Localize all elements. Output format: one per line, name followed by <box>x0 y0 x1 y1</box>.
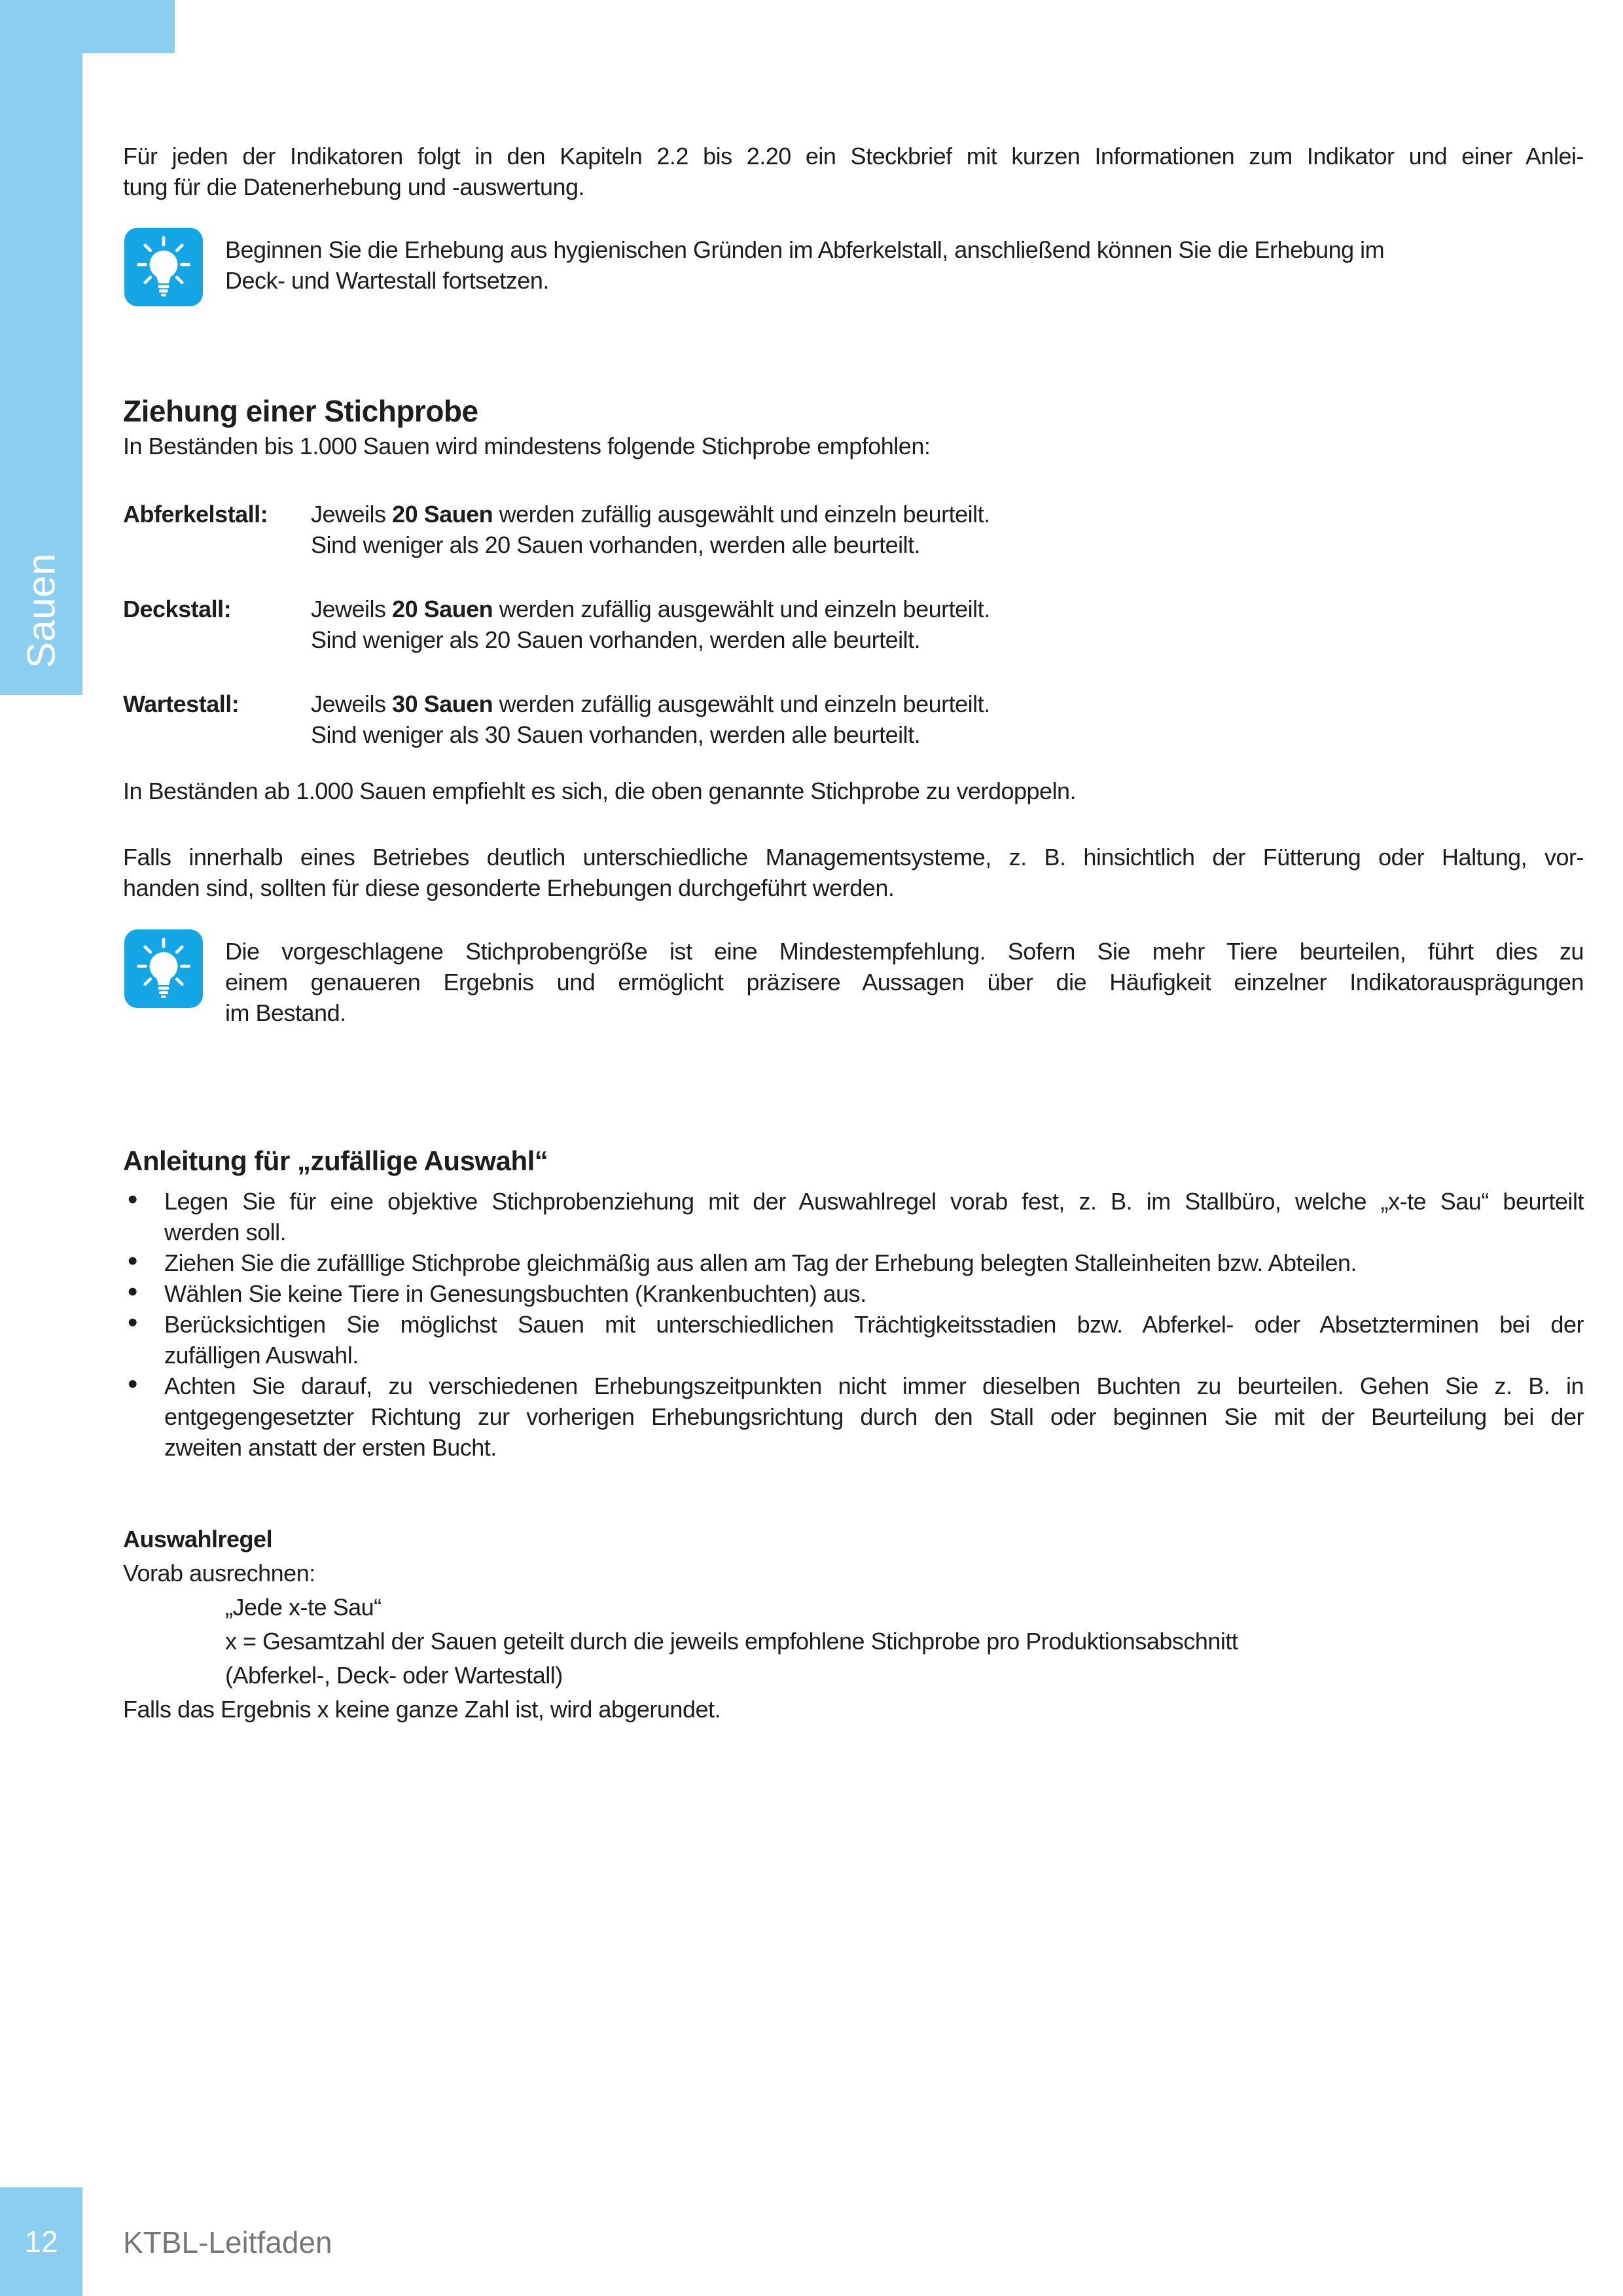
bullet-line: werden soll. <box>164 1219 287 1246</box>
bullet-line: Legen Sie für eine objektive Stichprobenziehung mit der Auswahlregel vorab fest, z. B. im Stallbüro, welche „x-te Sau“ beurteilt <box>164 1188 1584 1215</box>
rule-closing-line: Falls das Ergebnis x keine ganze Zahl ist, wird abgerundet. <box>123 1696 721 1723</box>
rule-indented-line: (Abferkel-, Deck- oder Wartestall) <box>225 1662 563 1689</box>
stall-line: Sind weniger als 30 Sauen vorhanden, werden alle beurteilt. <box>311 721 921 748</box>
stall-line: Jeweils 20 Sauen werden zufällig ausgewählt und einzeln beurteilt. <box>311 596 990 622</box>
paragraph-line: handen sind, sollten für diese gesonderte Erhebungen durchgeführt werden. <box>123 874 895 901</box>
rule-indented-line: „Jede x-te Sau“ <box>225 1594 382 1621</box>
chapter-tab-label: Sauen <box>19 553 63 668</box>
list-item <box>128 1245 1584 1278</box>
note-management <box>123 842 1584 903</box>
tip-text <box>225 228 1584 296</box>
bullet-line: Berücksichtigen Sie möglichst Sauen mit unterschiedlichen Trächtigkeitsstadien bzw. Abferkel- oder Absetzterminen bei der <box>164 1311 1584 1338</box>
sampling-intro-line: In Beständen bis 1.000 Sauen wird mindestens folgende Stichprobe empfohlen: <box>123 433 931 459</box>
bullet-line: entgegengesetzter Richtung zur vorherigen Erhebungsrichtung durch den Stall oder beginnen Sie mit der Beurteilung bei der <box>164 1403 1584 1430</box>
page-number-block <box>0 2187 82 2296</box>
lightbulb-icon <box>124 929 203 1008</box>
rule-intro: Vorab ausrechnen: <box>123 1560 315 1587</box>
paragraph-line: tung für die Datenerhebung und -auswertung. <box>123 173 585 200</box>
bullet-line: zweiten anstatt der ersten Bucht. <box>164 1434 497 1461</box>
bullet-icon: • <box>128 1276 138 1308</box>
stall-row-abferkelstall <box>123 499 1584 560</box>
tip-line: Die vorgeschlagene Stichprobengröße ist eine Mindestempfehlung. Sofern Sie mehr Tiere beurteilen, führt dies zu <box>225 938 1584 965</box>
bullet-icon: • <box>128 1368 138 1400</box>
bullet-icon: • <box>128 1306 138 1338</box>
stall-line: Sind weniger als 20 Sauen vorhanden, werden alle beurteilt. <box>311 626 921 653</box>
paragraph-line: Falls innerhalb eines Betriebes deutlich unterschiedliche Managementsysteme, z. B. hinsichtlich der Fütterung oder Haltung, vor- <box>123 844 1584 870</box>
rule-section <box>123 1522 1584 1727</box>
publication-title: KTBL-Leitfaden <box>123 2225 332 2259</box>
tip-box <box>123 929 1584 1028</box>
section-heading-selection: Anleitung für „zufällige Auswahl“ <box>123 1145 548 1176</box>
bullet-list <box>128 1183 1584 1463</box>
bullet-line: Wählen Sie keine Tiere in Genesungsbuchten (Krankenbuchten) aus. <box>164 1280 866 1307</box>
list-item <box>128 1306 1584 1371</box>
tip-line: Beginnen Sie die Erhebung aus hygienischen Gründen im Abferkelstall, anschließend können Sie die Erhebung im <box>225 236 1385 263</box>
stall-line: Jeweils 30 Sauen werden zufällig ausgewählt und einzeln beurteilt. <box>311 691 990 717</box>
stall-label: Abferkelstall: <box>123 501 268 528</box>
list-item <box>128 1183 1584 1247</box>
list-item <box>128 1368 1584 1463</box>
bullet-line: Achten Sie darauf, zu verschiedenen Erhebungszeitpunkten nicht immer dieselben Buchten zu beurteilen. Gehen Sie z. B. in <box>164 1372 1584 1399</box>
lightbulb-icon <box>124 228 203 306</box>
tip-box <box>123 228 1584 296</box>
bullet-line: zufälligen Auswahl. <box>164 1342 359 1369</box>
stall-row-wartestall <box>123 689 1584 750</box>
tip-text <box>225 929 1584 1028</box>
note-large-herds: In Beständen ab 1.000 Sauen empfiehlt es sich, die oben genannte Stichprobe zu verdoppeln. <box>123 778 1077 804</box>
tip-line: einem genaueren Ergebnis und ermöglicht präzisere Aussagen über die Häufigkeit einzelner Indikatorausprägungen <box>225 969 1584 996</box>
stall-label: Deckstall: <box>123 596 232 622</box>
rule-indented-line: x = Gesamtzahl der Sauen geteilt durch die jeweils empfohlene Stichprobe pro Produktionsabschnitt <box>225 1628 1238 1655</box>
bullet-icon: • <box>128 1245 138 1277</box>
stall-label: Wartestall: <box>123 691 240 717</box>
bullet-icon: • <box>128 1183 138 1215</box>
rule-heading: Auswahlregel <box>123 1526 273 1552</box>
stall-line: Sind weniger als 20 Sauen vorhanden, werden alle beurteilt. <box>311 531 921 558</box>
tip-line: im Bestand. <box>225 999 346 1026</box>
stall-line: Jeweils 20 Sauen werden zufällig ausgewählt und einzeln beurteilt. <box>311 501 990 528</box>
page-number: 12 <box>24 2225 58 2259</box>
section-heading-sampling: Ziehung einer Stichprobe <box>123 394 478 428</box>
paragraph-line: Für jeden der Indikatoren folgt in den Kapiteln 2.2 bis 2.20 ein Steckbrief mit kurzen Informationen zum Indikator und einer Anlei- <box>123 143 1584 170</box>
intro-paragraph <box>123 141 1584 202</box>
stall-row-deckstall <box>123 594 1584 655</box>
tip-line: Deck- und Wartestall fortsetzen. <box>225 267 549 294</box>
bullet-line: Ziehen Sie die zufälllige Stichprobe gleichmäßig aus allen am Tag der Erhebung belegten Stalleinheiten bzw. Abteilen. <box>164 1249 1357 1276</box>
list-item <box>128 1276 1584 1309</box>
